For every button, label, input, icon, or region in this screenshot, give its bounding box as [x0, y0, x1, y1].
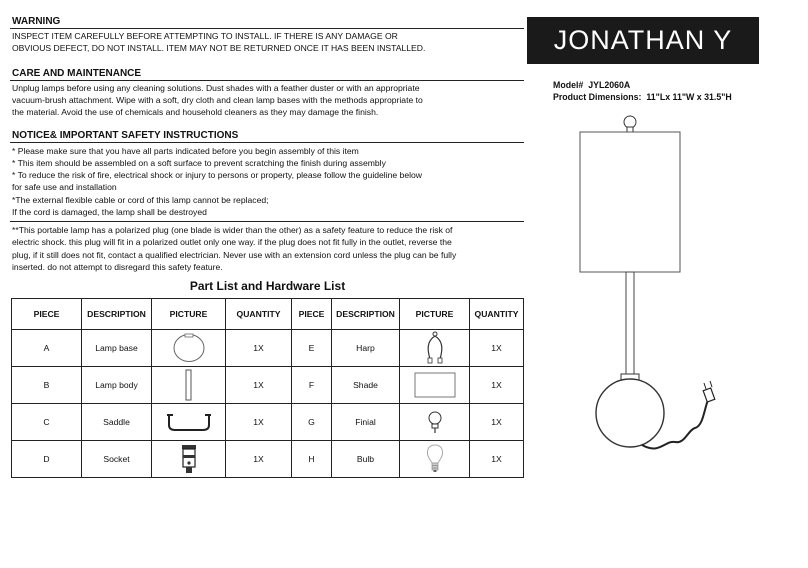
- quantity-cell: 1X: [226, 330, 292, 367]
- notice-title: NOTICE& IMPORTANT SAFETY INSTRUCTIONS: [12, 130, 239, 141]
- plug-drawing: [703, 388, 715, 402]
- shade-drawing: [580, 132, 680, 272]
- lamp-body-icon: [183, 369, 195, 401]
- dimensions-label: Product Dimensions:: [553, 92, 642, 102]
- quantity-cell: 1X: [470, 404, 524, 441]
- picture-cell: [152, 404, 226, 441]
- plug-note-line: **This portable lamp has a polarized plug (one blade is wider than the other) as a safety feature to reduce the risk of: [12, 225, 453, 235]
- harp-icon: [423, 331, 447, 365]
- lamp-base-icon: [172, 333, 206, 363]
- socket-icon: [179, 443, 199, 475]
- warning-divider: [10, 28, 524, 29]
- parts-table-title: Part List and Hardware List: [189, 279, 346, 293]
- header-cell: PICTURE: [152, 299, 226, 330]
- notice-line: *The external flexible cable or cord of this lamp cannot be replaced;: [12, 195, 269, 205]
- picture-cell: [400, 441, 470, 478]
- header-cell: DESCRIPTION: [332, 299, 400, 330]
- description-cell: Lamp base: [82, 330, 152, 367]
- piece-cell: D: [12, 441, 82, 478]
- picture-cell: [152, 441, 226, 478]
- table-row: [12, 330, 524, 367]
- description-cell: Bulb: [332, 441, 400, 478]
- picture-cell: [400, 404, 470, 441]
- care-title: CARE AND MAINTENANCE: [12, 68, 142, 79]
- description-cell: Socket: [82, 441, 152, 478]
- model-label: Model#: [553, 80, 584, 90]
- care-line: Unplug lamps before using any cleaning solutions. Dust shades with a feather duster or with an appropriate: [12, 83, 420, 93]
- notice-line: * Please make sure that you have all parts indicated before you begin assembly of this item: [12, 146, 359, 156]
- description-cell: Shade: [332, 367, 400, 404]
- piece-cell: E: [292, 330, 332, 367]
- quantity-cell: 1X: [226, 404, 292, 441]
- piece-cell: G: [292, 404, 332, 441]
- description-cell: Finial: [332, 404, 400, 441]
- plug-divider: [10, 221, 524, 222]
- notice-line: If the cord is damaged, the lamp shall be destroyed: [12, 207, 207, 217]
- description-cell: Harp: [332, 330, 400, 367]
- plug-note-line: plug, if it still does not fit, contact a qualified electrician. Never use with an extension cord unless the plug can be fully: [12, 250, 457, 260]
- warning-line: INSPECT ITEM CAREFULLY BEFORE ATTEMPTING TO INSTALL. IF THERE IS ANY DAMAGE OR: [12, 31, 398, 41]
- base-drawing: [596, 379, 664, 447]
- parts-table: [11, 298, 524, 478]
- table-row: [12, 404, 524, 441]
- quantity-cell: 1X: [470, 367, 524, 404]
- bulb-icon: [425, 443, 445, 475]
- pole-drawing: [626, 272, 634, 376]
- header-cell: PIECE: [292, 299, 332, 330]
- table-row: [12, 367, 524, 404]
- shade-icon: [413, 371, 457, 399]
- header-cell: DESCRIPTION: [82, 299, 152, 330]
- piece-cell: H: [292, 441, 332, 478]
- brand-logo: JONATHAN Y: [527, 17, 759, 64]
- description-cell: Lamp body: [82, 367, 152, 404]
- notice-line: * To reduce the risk of fire, electrical shock or injury to persons or property, please follow the guideline below: [12, 170, 423, 180]
- finial-drawing: [624, 116, 636, 128]
- care-line: the material. Avoid the use of chemicals and household cleaners as they may damage the finish.: [12, 107, 379, 117]
- finial-icon: [427, 410, 443, 434]
- piece-cell: C: [12, 404, 82, 441]
- header-cell: QUANTITY: [226, 299, 292, 330]
- quantity-cell: 1X: [226, 367, 292, 404]
- care-divider: [10, 80, 524, 81]
- plug-note-line: inserted. do not attempt to disregard this safety feature.: [12, 262, 223, 272]
- care-line: vacuum-brush attachment. Wipe with a soft, dry cloth and clean lamp bases with the methods appropriate to: [12, 95, 423, 105]
- picture-cell: [400, 367, 470, 404]
- piece-cell: B: [12, 367, 82, 404]
- picture-cell: [152, 367, 226, 404]
- saddle-icon: [165, 411, 213, 433]
- quantity-cell: 1X: [470, 330, 524, 367]
- dimensions-spec: [553, 92, 732, 102]
- quantity-cell: 1X: [470, 441, 524, 478]
- lamp-illustration: [570, 110, 730, 470]
- notice-line: * This item should be assembled on a soft surface to prevent scratching the finish during assembly: [12, 158, 386, 168]
- picture-cell: [400, 330, 470, 367]
- piece-cell: F: [292, 367, 332, 404]
- notice-line: for safe use and installation: [12, 182, 117, 192]
- table-row: [12, 441, 524, 478]
- description-cell: Saddle: [82, 404, 152, 441]
- header-cell: QUANTITY: [470, 299, 524, 330]
- model-number: JYL2060A: [588, 80, 631, 90]
- warning-line: OBVIOUS DEFECT, DO NOT INSTALL. ITEM MAY NOT BE RETURNED ONCE IT HAS BEEN INSTALLED.: [12, 43, 426, 53]
- dimensions-value: 11"Lx 11"W x 31.5"H: [646, 92, 732, 102]
- table-header-row: [12, 299, 524, 330]
- warning-title: WARNING: [12, 16, 61, 27]
- picture-cell: [152, 330, 226, 367]
- plug-note-line: electric shock. this plug will fit in a polarized outlet only one way. if the plug does not fit fully in the outlet, reverse the: [12, 237, 452, 247]
- header-cell: PICTURE: [400, 299, 470, 330]
- piece-cell: A: [12, 330, 82, 367]
- notice-divider: [10, 142, 524, 143]
- quantity-cell: 1X: [226, 441, 292, 478]
- model-spec: [553, 80, 630, 90]
- header-cell: PIECE: [12, 299, 82, 330]
